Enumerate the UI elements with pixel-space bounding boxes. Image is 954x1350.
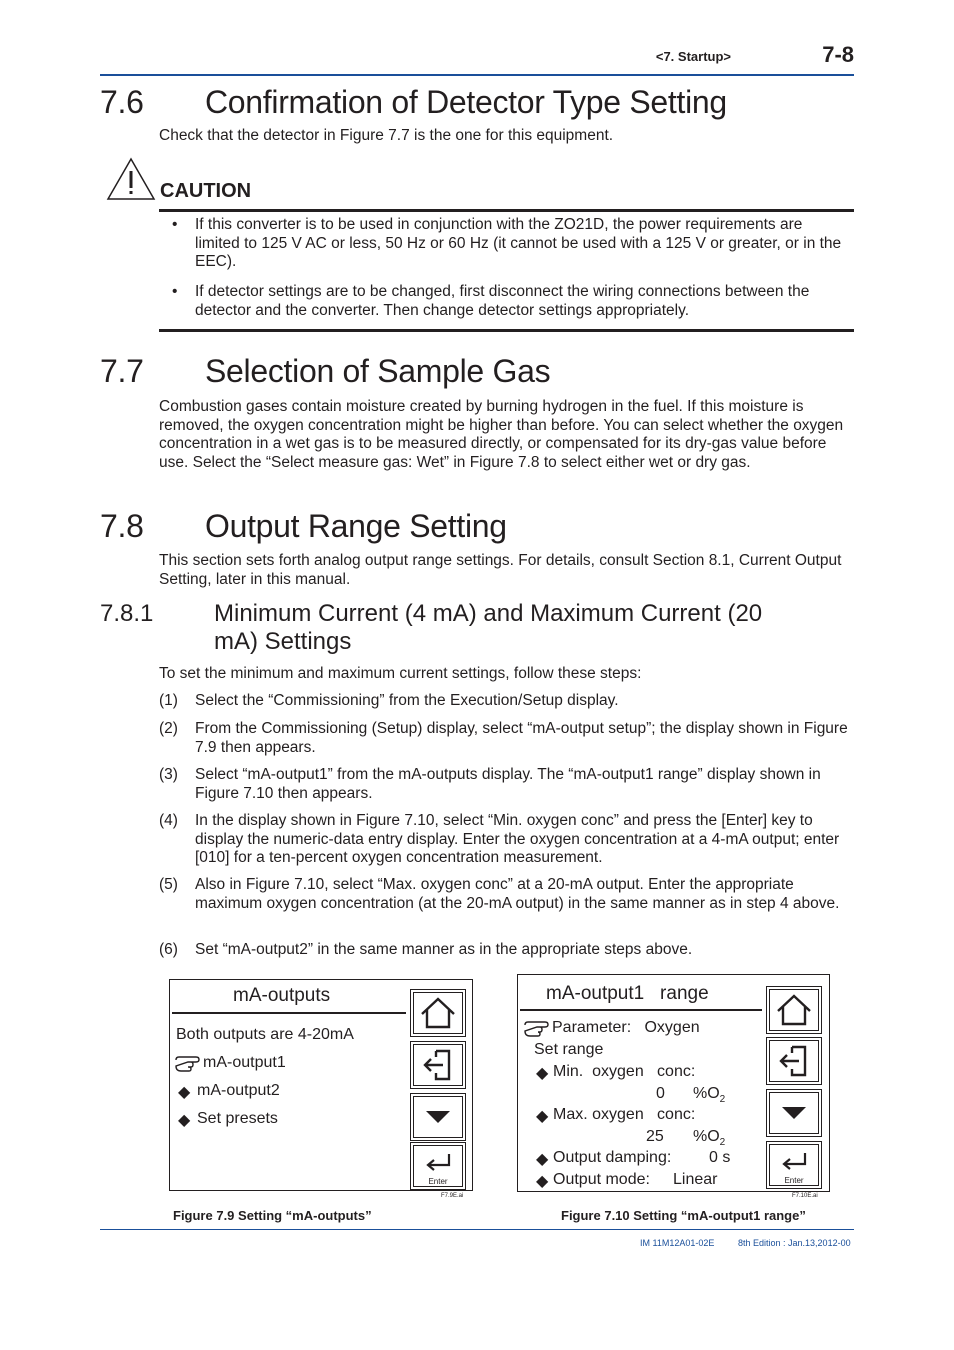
return-icon: [411, 1042, 465, 1088]
output-damping-label[interactable]: Output damping:: [553, 1149, 672, 1166]
section-7-8-1-heading: [100, 600, 854, 660]
footer-rule: [100, 1229, 854, 1230]
parameter-row[interactable]: Parameter: Oxygen: [552, 1019, 700, 1036]
section-number: 7.8.1: [100, 600, 154, 627]
min-oxygen-unit: [693, 1085, 725, 1105]
return-icon: [767, 1038, 821, 1084]
enter-icon: [767, 1142, 821, 1178]
section-title: Selection of Sample Gas: [205, 353, 551, 389]
back-button[interactable]: [410, 1041, 466, 1089]
display-title: mA-outputs: [233, 985, 331, 1006]
enter-label: Enter: [428, 1177, 448, 1186]
back-button[interactable]: [766, 1037, 822, 1085]
edition-label: 8th Edition : Jan.13,2012-00: [738, 1238, 851, 1248]
max-oxygen-unit: [693, 1128, 725, 1148]
home-icon: [767, 987, 821, 1033]
max-oxygen-value: 25: [646, 1128, 664, 1145]
step-number: (5): [159, 876, 178, 893]
output-mode-label[interactable]: Output mode:: [553, 1171, 650, 1188]
output-mode-value: Linear: [673, 1171, 718, 1188]
min-oxygen-label[interactable]: Min. oxygen conc:: [553, 1063, 696, 1080]
caution-bottom-rule: [159, 329, 854, 332]
step-number: (3): [159, 766, 178, 783]
figure-file-label: F7.9E.ai: [441, 1193, 464, 1199]
diamond-icon: ◆: [178, 1112, 191, 1129]
caution-item-1: [172, 216, 842, 272]
step-text: Select the “Commissioning” from the Execution/Setup display.: [195, 692, 619, 709]
step-text: In the display shown in Figure 7.10, select “Min. oxygen conc” and press the [Enter] key to display the numeric-data entry display. Enter the oxygen concentration at a 4-mA output; enter [010] for a ten-percent oxygen concentration measurement.: [195, 812, 840, 867]
section-number: 7.8: [100, 508, 144, 544]
caution-item-2: [172, 283, 842, 320]
bullet: •: [172, 216, 178, 233]
pointing-hand-icon: [174, 1052, 202, 1077]
down-arrow-icon: [411, 1094, 465, 1140]
section-7-8-heading: [100, 508, 854, 548]
section-number: 7.7: [100, 353, 144, 389]
title-underline: [520, 1009, 762, 1011]
diamond-icon: ◆: [536, 1108, 549, 1125]
section-title-line-2: mA) Settings: [214, 628, 352, 655]
enter-button[interactable]: [410, 1142, 466, 1190]
steps-intro: To set the minimum and maximum current settings, follow these steps:: [159, 665, 642, 682]
figure-7-9-caption: Figure 7.9 Setting “mA-outputs”: [173, 1208, 372, 1223]
set-range-label: Set range: [534, 1041, 604, 1058]
unit-main: %O: [693, 1128, 720, 1145]
step-number: (2): [159, 720, 178, 737]
step-4: [159, 812, 851, 868]
diamond-icon: ◆: [536, 1151, 549, 1168]
section-title: Confirmation of Detector Type Setting: [205, 84, 727, 120]
section-number: 7.6: [100, 84, 144, 120]
caution-title: CAUTION: [160, 180, 252, 202]
caution-top-rule: [159, 209, 854, 212]
menu-item-ma-output2[interactable]: mA-output2: [197, 1082, 280, 1099]
pointing-hand-icon: [523, 1017, 551, 1042]
enter-label: Enter: [784, 1176, 804, 1185]
step-6: [159, 941, 851, 960]
unit-main: %O: [693, 1085, 720, 1102]
unit-sub: 2: [719, 1094, 726, 1106]
section-7-6-intro: Check that the detector in Figure 7.7 is the one for this equipment.: [159, 127, 614, 144]
warning-icon: [106, 157, 156, 206]
section-7-7-heading: [100, 353, 854, 393]
step-1: [159, 692, 851, 711]
chapter-label: <7. Startup>: [655, 49, 731, 64]
title-underline: [172, 1012, 406, 1014]
diamond-icon: ◆: [178, 1084, 191, 1101]
down-button[interactable]: [766, 1089, 822, 1137]
figure-7-10-caption: Figure 7.10 Setting “mA-output1 range”: [561, 1208, 806, 1223]
diamond-icon: ◆: [536, 1065, 549, 1082]
section-7-6-heading: [100, 84, 854, 124]
section-7-8-body: This section sets forth analog output range settings. For details, consult Section 8.1, Current Output Setting, later in this manual.: [159, 552, 842, 588]
section-7-7-body: Combustion gases contain moisture created by burning hydrogen in the fuel. If this moisture is removed, the oxygen concentration might be higher than before. You can select whether the oxygen concentration in a wet gas is to be measured directly, or compensated for its dry-gas value before use. Select the “Select measure gas: Wet” in Figure 7.8 to select either wet or dry gas.: [159, 398, 844, 471]
menu-item-ma-output1[interactable]: mA-output1: [203, 1054, 286, 1071]
output-damping-value: 0 s: [709, 1149, 731, 1166]
page-number: 7-8: [822, 42, 854, 67]
section-title: Output Range Setting: [205, 508, 507, 544]
menu-item-set-presets[interactable]: Set presets: [197, 1110, 278, 1127]
bullet: •: [172, 283, 178, 300]
step-text: Select “mA-output1” from the mA-outputs display. The “mA-output1 range” display shown in Figure 7.10 then appears.: [195, 766, 821, 802]
step-text: Also in Figure 7.10, select “Max. oxygen conc” at a 20-mA output. Enter the appropriate maximum oxygen concentration (at the 20-mA output) in the same manner as in step 4 above.: [195, 876, 840, 912]
step-5: [159, 876, 851, 913]
home-icon: [411, 990, 465, 1036]
display-title: mA-output1 range: [546, 983, 709, 1004]
enter-icon: [411, 1143, 465, 1179]
figure-file-label: F7.10E.ai: [792, 1193, 818, 1199]
home-button[interactable]: [766, 986, 822, 1034]
step-number: (6): [159, 941, 178, 958]
step-number: (1): [159, 692, 178, 709]
step-2: [159, 720, 851, 757]
status-line: Both outputs are 4-20mA: [176, 1026, 354, 1043]
down-button[interactable]: [410, 1093, 466, 1141]
figure-7-10-display: [517, 974, 830, 1192]
step-number: (4): [159, 812, 178, 829]
max-oxygen-label[interactable]: Max. oxygen conc:: [553, 1106, 696, 1123]
diamond-icon: ◆: [536, 1173, 549, 1190]
unit-sub: 2: [719, 1137, 726, 1149]
header-rule: [100, 74, 854, 76]
step-3: [159, 766, 851, 803]
step-text: Set “mA-output2” in the same manner as in the appropriate steps above.: [195, 941, 693, 958]
figure-7-9-display: [169, 979, 473, 1191]
down-arrow-icon: [767, 1090, 821, 1136]
min-oxygen-value: 0: [656, 1085, 665, 1102]
caution-item-text: If detector settings are to be changed, first disconnect the wiring connections between the detector and the converter. Then change detector settings appropriately.: [195, 283, 810, 319]
document-id: IM 11M12A01-02E: [640, 1238, 715, 1248]
enter-button[interactable]: [766, 1141, 822, 1189]
step-text: From the Commissioning (Setup) display, select “mA-output setup”; the display shown in Figure 7.9 then appears.: [195, 720, 848, 756]
caution-item-text: If this converter is to be used in conjunction with the ZO21D, the power requirements are limited to 125 V AC or less, 50 Hz or 60 Hz (it cannot be used with a 125 V or greater, or in the EEC).: [195, 216, 842, 271]
home-button[interactable]: [410, 989, 466, 1037]
section-title-line-1: Minimum Current (4 mA) and Maximum Current (20: [214, 600, 763, 627]
